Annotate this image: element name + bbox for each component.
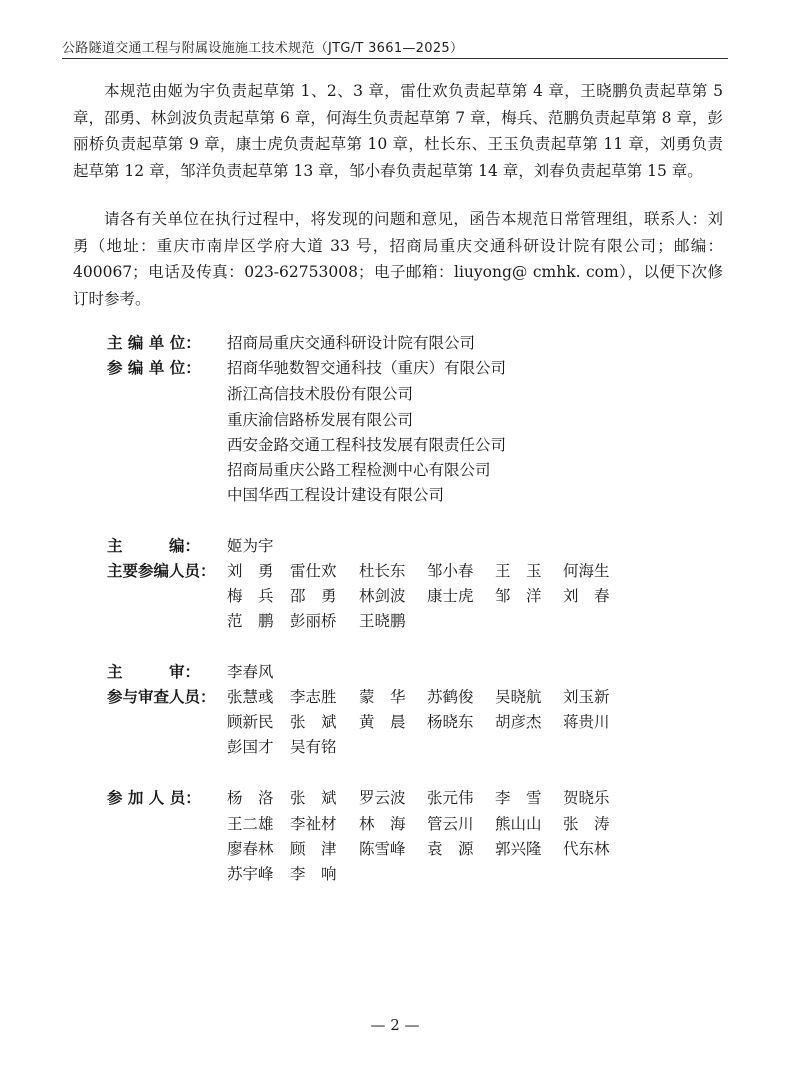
reviewers-label: 参与审查人员： — [107, 688, 216, 706]
person-name: 黄 晨 — [359, 713, 406, 731]
chief-reviewer-label: 主 审： — [107, 663, 201, 681]
person-name: 雷仕欢 — [290, 562, 337, 580]
main-editors-label: 主要参编人员： — [107, 562, 216, 580]
person-name: 张元伟 — [427, 789, 474, 807]
person-name: 张 斌 — [290, 713, 337, 731]
participating-unit: 招商华驰数智交通科技（重庆）有限公司 — [227, 359, 507, 377]
person-name: 刘 勇 — [227, 562, 274, 580]
person-name: 王晓鹏 — [359, 612, 406, 630]
person-name: 蒙 华 — [359, 688, 406, 706]
person-name: 顾 津 — [290, 840, 337, 858]
person-name: 陈雪峰 — [359, 840, 406, 858]
person-name: 张 斌 — [290, 789, 337, 807]
person-name: 吴晓航 — [495, 688, 542, 706]
chief-unit-label: 主 编 单 位： — [107, 334, 201, 352]
person-name: 刘玉新 — [563, 688, 610, 706]
person-name: 李祉材 — [290, 815, 337, 833]
person-name: 贺晓乐 — [563, 789, 610, 807]
participating-units-label: 参 编 单 位： — [107, 359, 201, 377]
person-name: 李 响 — [290, 865, 337, 883]
paragraph-feedback-contact: 请各有关单位在执行过程中，将发现的问题和意见，函告本规范日常管理组，联系人：刘勇（地址：重庆市南岸区学府大道 33 号，招商局重庆交通科研设计院有限公司；邮编：400067；电话及传真：023-62753008；电子邮箱：liuyong@ cmhk. com），以便下次修订时参考。 — [73, 210, 723, 308]
person-name: 代东林 — [563, 840, 610, 858]
participants-label: 参 加 人 员： — [107, 789, 201, 807]
person-name: 吴有铭 — [290, 738, 337, 756]
person-name: 廖春林 — [227, 840, 274, 858]
page-number: — 2 — — [370, 1016, 420, 1034]
person-name: 邹 洋 — [495, 587, 542, 605]
person-name: 彭丽桥 — [290, 612, 337, 630]
running-header: 公路隧道交通工程与附属设施施工技术规范（JTG/T 3661—2025） — [62, 41, 464, 56]
person-name: 杜长东 — [359, 562, 406, 580]
person-name: 袁 源 — [427, 840, 474, 858]
person-name: 王二雄 — [227, 815, 274, 833]
chief-editor-label: 主 编： — [107, 537, 201, 555]
person-name: 李志胜 — [290, 688, 337, 706]
chief-editor-name: 姬为宇 — [227, 537, 274, 555]
person-name: 林剑波 — [359, 587, 406, 605]
participating-unit: 中国华西工程设计建设有限公司 — [227, 486, 445, 504]
person-name: 张 涛 — [563, 815, 610, 833]
person-name: 邵 勇 — [290, 587, 337, 605]
person-name: 何海生 — [563, 562, 610, 580]
person-name: 张慧彧 — [227, 688, 274, 706]
person-name: 王 玉 — [495, 562, 542, 580]
person-name: 罗云波 — [359, 789, 406, 807]
person-name: 刘 春 — [563, 587, 610, 605]
participating-unit: 重庆渝信路桥发展有限公司 — [227, 411, 414, 429]
header-rule — [62, 58, 728, 59]
person-name: 熊山山 — [495, 815, 542, 833]
person-name: 梅 兵 — [227, 587, 274, 605]
person-name: 范 鹏 — [227, 612, 274, 630]
chief-unit-value: 招商局重庆交通科研设计院有限公司 — [227, 334, 476, 352]
person-name: 杨 洛 — [227, 789, 274, 807]
person-name: 苏鹤俊 — [427, 688, 474, 706]
person-name: 顾新民 — [227, 713, 274, 731]
participating-unit: 西安金路交通工程科技发展有限责任公司 — [227, 436, 507, 454]
person-name: 郭兴隆 — [495, 840, 542, 858]
person-name: 邹小春 — [427, 562, 474, 580]
person-name: 康士虎 — [427, 587, 474, 605]
person-name: 李 雪 — [495, 789, 542, 807]
person-name: 蒋贵川 — [563, 713, 610, 731]
paragraph-drafting-responsibilities: 本规范由姬为宇负责起草第 1、2、3 章，雷仕欢负责起草第 4 章，王晓鹏负责起草第 5 章，邵勇、林剑波负责起草第 6 章，何海生负责起草第 7 章，梅兵、范鹏负责起草第 8 章，彭丽桥负责起草第 9 章，康士虎负责起草第 10 章，杜长东、王玉负责起草第 11 章，刘勇负责起草第 12 章，邹洋负责起草第 13 章，邹小春负责起草第 14 章，刘春负责起草第 15 章。 — [73, 82, 723, 180]
person-name: 胡彦杰 — [495, 713, 542, 731]
chief-reviewer-name: 李春风 — [227, 663, 274, 681]
person-name: 苏宇峰 — [227, 865, 274, 883]
participating-unit: 招商局重庆公路工程检测中心有限公司 — [227, 461, 491, 479]
person-name: 彭国才 — [227, 738, 274, 756]
person-name: 林 海 — [359, 815, 406, 833]
person-name: 管云川 — [427, 815, 474, 833]
person-name: 杨晓东 — [427, 713, 474, 731]
participating-unit: 浙江高信技术股份有限公司 — [227, 385, 414, 403]
